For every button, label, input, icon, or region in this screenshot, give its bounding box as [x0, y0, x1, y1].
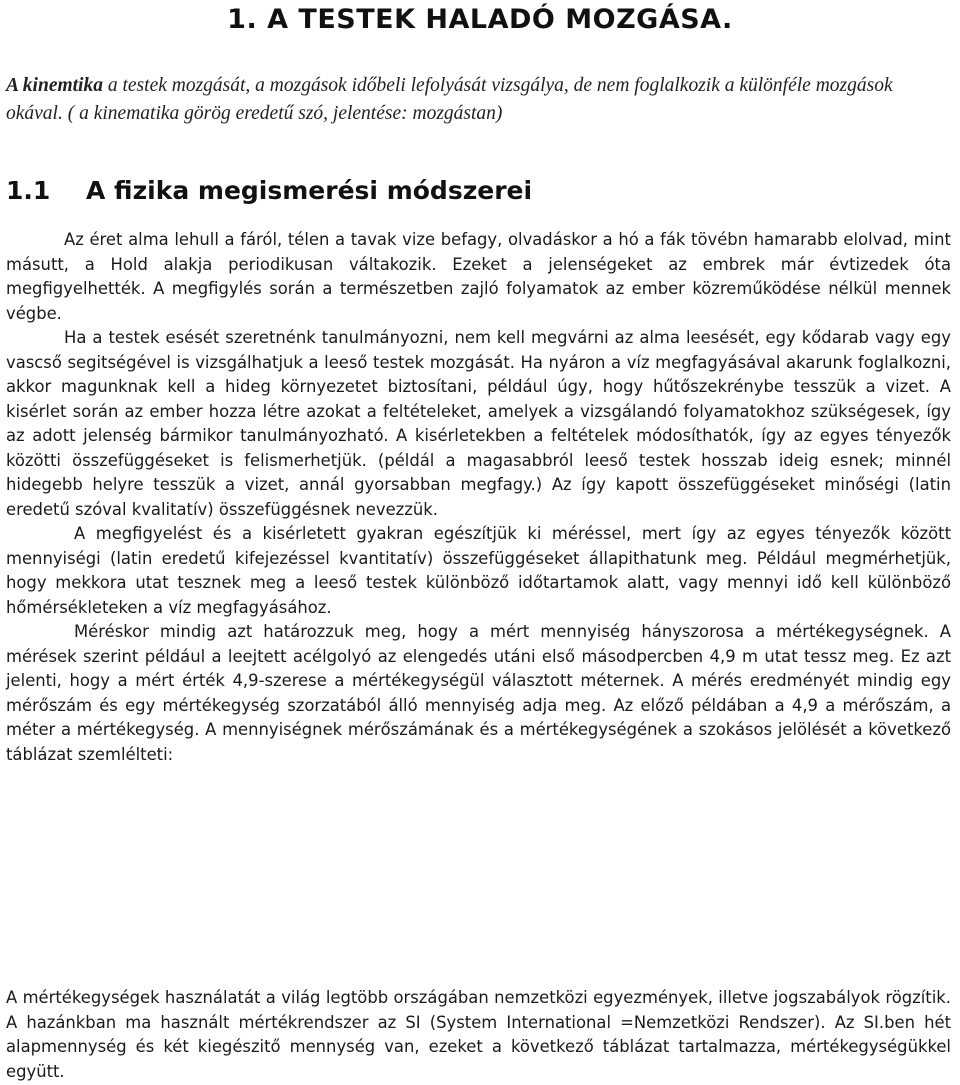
paragraph-measuring-unit: Méréskor mindig azt határozzuk meg, hogy a mért mennyiség hányszorosa a mértékegységnek. A mérések szerint például a leejtett acélgolyó az elengedés utáni első másodpercben 4,9 m utat tessz meg. Ez azt jelenti, hogy a mért érték 4,9-szerese a mértékegységül választott méternek. A mérés eredményét mindig egy mérőszám és egy mértékegység szorzatából álló mennyiség adja meg. Az előző példában a 4,9 a mérőszám, a méter a mértékegység. A mennyiségnek mérőszámának és a mértékegységének a szokásos jelölését a következő táblázat szemlélteti: [6, 622, 951, 764]
paragraph-si-system: A mértékegységek használatát a világ legtöbb országában nemzetközi egyezmények, illetve jogszabályok rögzítik. A hazánkban ma használt mértékrendszer az SI (System International =Nemzetközi Rendszer). Az SI.ben hét alapmennység és két kiegészitő mennység van, ezeket a következő táblázat tartalmazza, mértékegységükkel együtt. [6, 988, 951, 1081]
intro-paragraph [6, 72, 951, 128]
intro-text: a testek mozgását, a mozgások időbeli lefolyását vizsgálya, de nem foglalkozik a különféle mozgások okával. ( a kinematika görög eredetű szó, jelentése: mozgástan) [6, 75, 893, 124]
paragraph-observation: Az éret alma lehull a fáról, télen a tavak vize befagy, olvadáskor a hó a fák tövébn hamarabb elolvad, mint másutt, a Hold alakja periodikusan váltakozik. Ezeket a jelenségeket az embrek már évtizedek óta megfigyelhették. A megfigylés során a természetben zajló folyamatok az ember közreműködése nélkül mennek végbe. [6, 230, 951, 323]
paragraph-experiment: Ha a testek esését szeretnénk tanulmányozni, nem kell megvárni az alma leesését, egy kődarab vagy egy vascső segitségével is vizsgálhatjuk a leeső testek mozgását. Ha nyáron a víz megfagyásával akarunk foglalkozni, akkor magunknak kell a hideg környezetet biztosítani, például úgy, hogy hűtőszekrénybe tesszük a vizet. A kisérlet során az ember hozza létre azokat a feltételeket, amelyek a vizsgálandó folyamatokhoz szükségesek, így az adott jelenség bármikor tanulmányozható. A kisérletekben a feltételek módosíthatók, így az egyes tényezők közötti összefüggéseket is felismerhetjük. (példál a magasabbról leeső testek hosszab ideig esnek; minnél hidegebb helyre tesszük a vizet, annál gyorsabban megfagy.) Az így kapott összefüggéseket minőségi (latin eredetű szóval kvalitatív) összefüggésnek nevezzük. [6, 328, 951, 519]
section-heading [6, 176, 532, 205]
intro-term: A kinemtika [6, 75, 103, 96]
section-body [6, 228, 951, 767]
paragraph-measurement: A megfigyelést és a kisérletett gyakran egészítjük ki méréssel, mert így az egyes tényezők között mennyiségi (latin eredetű kifejezéssel kvantitatív) összefüggéseket állapithatunk meg. Például megmérhetjük, hogy mekkora utat tesznek meg a leeső testek különböző időtartamok alatt, vagy mennyi idő kell különböző hőmérsékleteken a víz megfagyásához. [6, 524, 951, 617]
section-number: 1.1 [6, 176, 51, 205]
section-title: A fizika megismerési módszerei [86, 176, 533, 205]
page-title: 1. A TESTEK HALADÓ MOZGÁSA. [227, 4, 733, 35]
